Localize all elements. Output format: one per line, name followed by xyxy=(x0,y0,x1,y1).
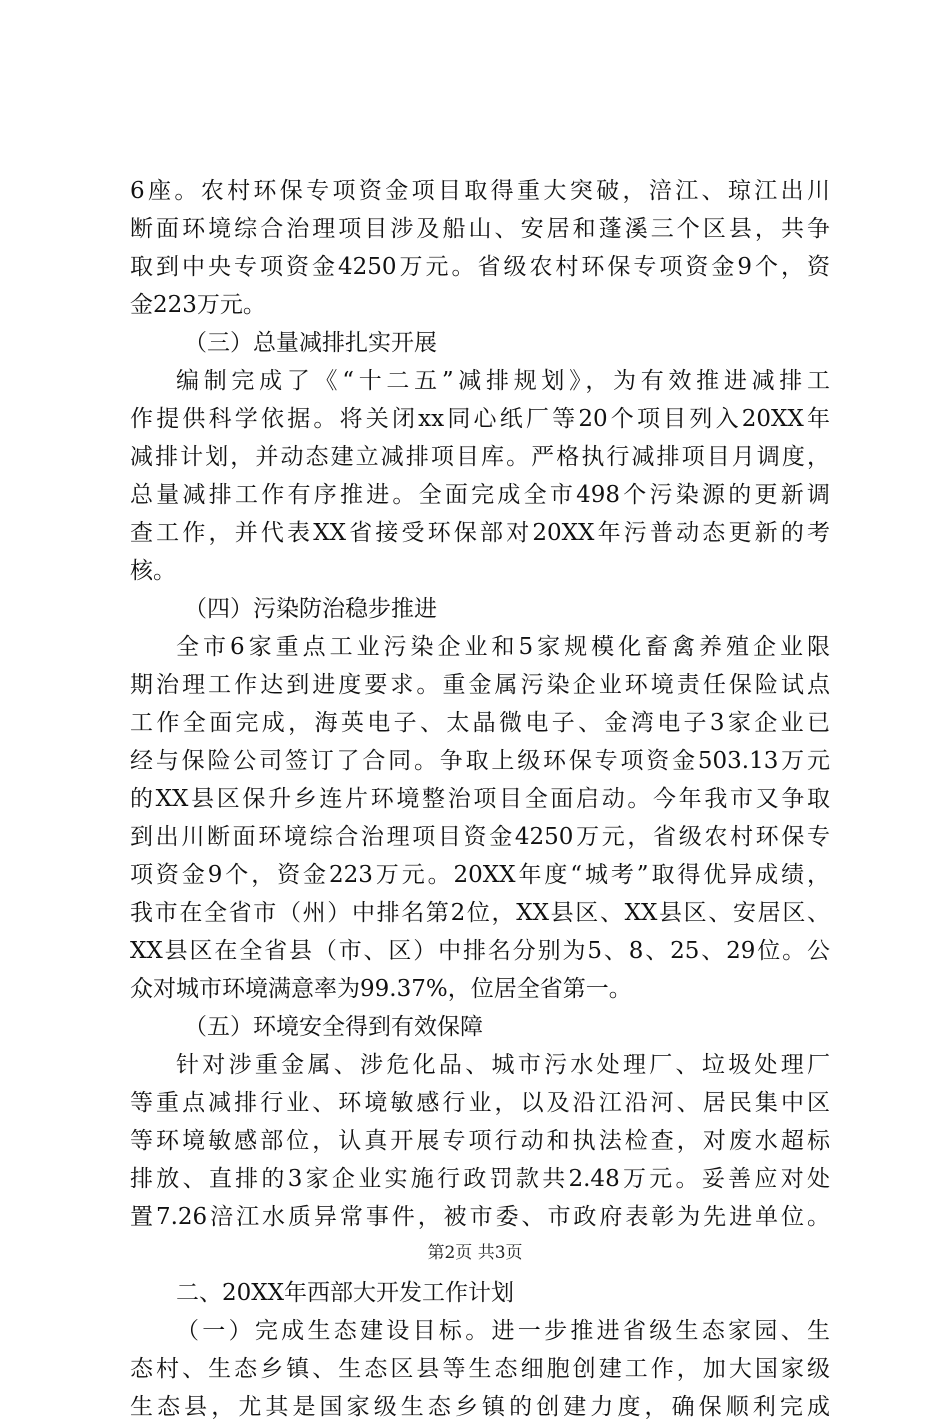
text-line: 取到中央专项资金4250万元。省级农村环保专项资金9个，资 xyxy=(130,254,830,280)
text-line: 等环境敏感部位，认真开展专项行动和执法检查，对废水超标 xyxy=(130,1128,830,1154)
text-line: 工作全面完成，海英电子、太晶微电子、金湾电子3家企业已 xyxy=(130,710,830,736)
text-line: 全市6家重点工业污染企业和5家规模化畜禽养殖企业限 xyxy=(176,634,830,660)
text-line: 6座。农村环保专项资金项目取得重大突破，涪江、琼江出川 xyxy=(130,178,830,204)
text-line: 经与保险公司签订了合同。争取上级环保专项资金503.13万元 xyxy=(130,748,830,774)
text-line: 总量减排工作有序推进。全面完成全市498个污染源的更新调 xyxy=(130,482,830,508)
text-line: 众对城市环境满意率为99.37%，位居全省第一。 xyxy=(130,976,632,1002)
text-line: 查工作，并代表XX省接受环保部对20XX年污普动态更新的考 xyxy=(130,520,830,546)
text-line: 生态县，尤其是国家级生态乡镇的创建力度，确保顺利完成 xyxy=(130,1394,830,1420)
text-line: 我市在全省市（州）中排名第2位，XX县区、XX县区、安居区、 xyxy=(130,900,830,926)
text-line: （一）完成生态建设目标。进一步推进省级生态家园、生 xyxy=(176,1318,830,1344)
text-line: 金223万元。 xyxy=(130,292,266,318)
text-line: 排放、直排的3家企业实施行政罚款共2.48万元。妥善应对处 xyxy=(130,1166,830,1192)
document-body xyxy=(130,172,830,1426)
text-line: 等重点减排行业、环境敏感行业，以及沿江沿河、居民集中区 xyxy=(130,1090,830,1116)
text-line: 项资金9个，资金223万元。20XX年度“城考”取得优异成绩， xyxy=(130,862,830,888)
text-line: 编制完成了《“十二五”减排规划》，为有效推进减排工 xyxy=(176,368,830,394)
section-heading: （五）环境安全得到有效保障 xyxy=(184,1014,483,1040)
text-line: 作提供科学依据。将关闭xx同心纸厂等20个项目列入20XX年 xyxy=(130,406,830,432)
text-line: 态村、生态乡镇、生态区县等生态细胞创建工作，加大国家级 xyxy=(130,1356,830,1382)
chapter-heading: 二、20XX年西部大开发工作计划 xyxy=(176,1280,515,1306)
text-line: 置7.26涪江水质异常事件，被市委、市政府表彰为先进单位。 xyxy=(130,1204,830,1230)
text-line: 针对涉重金属、涉危化品、城市污水处理厂、垃圾处理厂 xyxy=(176,1052,830,1078)
text-line: 减排计划，并动态建立减排项目库。严格执行减排项目月调度， xyxy=(130,444,830,470)
text-line: 期治理工作达到进度要求。重金属污染企业环境责任保险试点 xyxy=(130,672,830,698)
text-line: 的XX县区保升乡连片环境整治项目全面启动。今年我市又争取 xyxy=(130,786,830,812)
text-line: 断面环境综合治理项目涉及船山、安居和蓬溪三个区县，共争 xyxy=(130,216,830,242)
text-line: 核。 xyxy=(130,558,176,584)
text-line: XX县区在全省县（市、区）中排名分别为5、8、25、29位。公 xyxy=(130,938,830,964)
text-line: 到出川断面环境综合治理项目资金4250万元，省级农村环保专 xyxy=(130,824,830,850)
section-heading: （四）污染防治稳步推进 xyxy=(184,596,437,622)
page-number-footer: 第2页 共3页 xyxy=(427,1243,523,1263)
section-heading: （三）总量减排扎实开展 xyxy=(184,330,437,356)
